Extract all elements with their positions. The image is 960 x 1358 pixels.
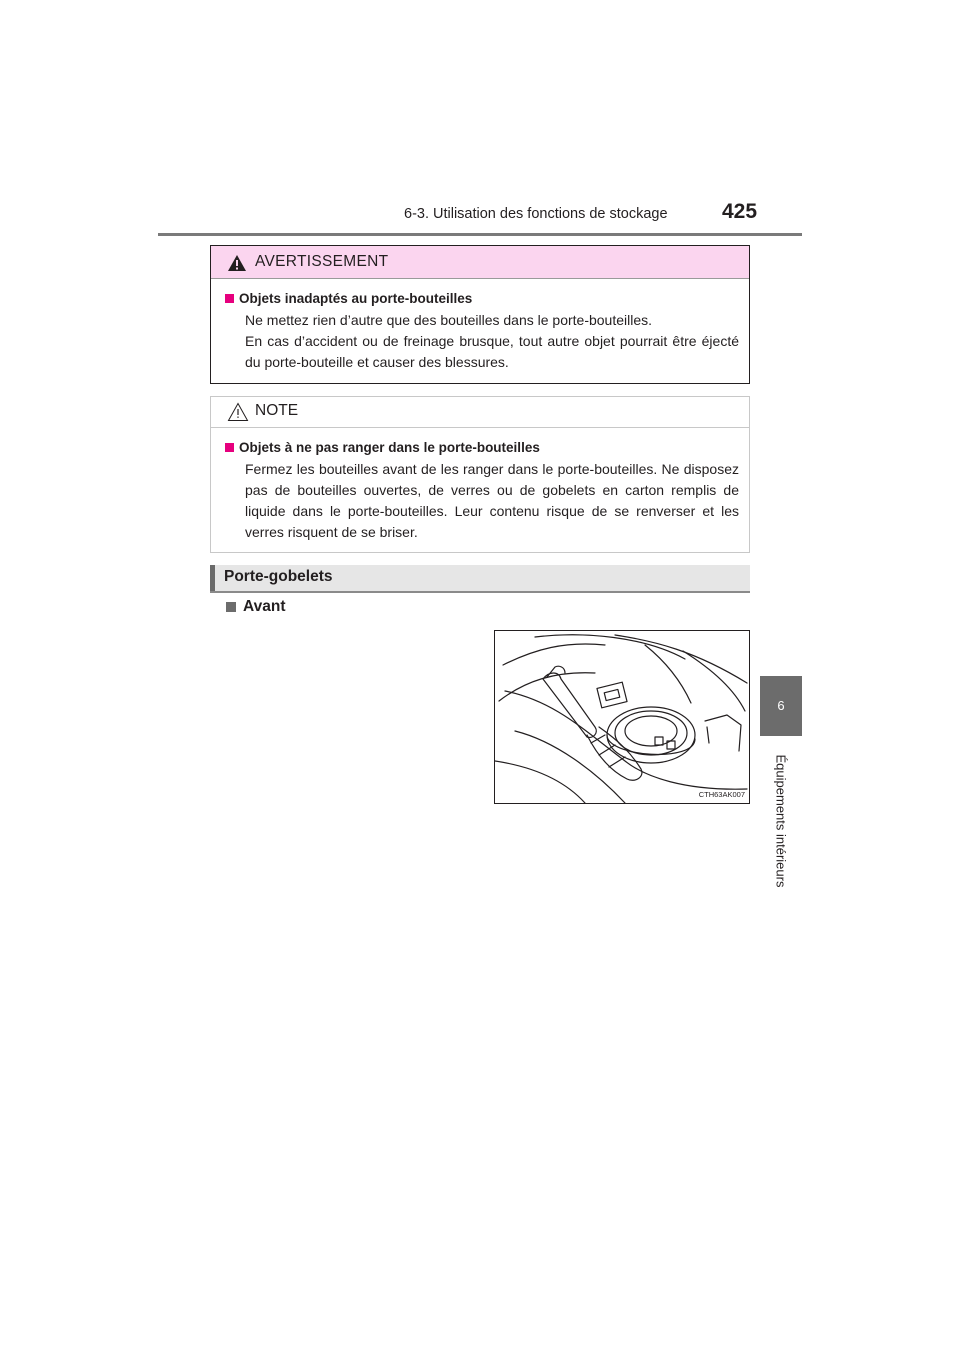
header-divider <box>158 233 802 236</box>
chapter-tab-label-text: Équipements intérieurs <box>773 754 789 888</box>
chapter-tab-number[interactable]: 6 <box>760 676 802 736</box>
cup-holder-drawing <box>495 631 749 803</box>
note-title: NOTE <box>255 402 299 419</box>
subsection-heading-title: Avant <box>243 598 286 615</box>
bullet-square-icon <box>225 294 234 303</box>
note-item-title-text: Objets à ne pas ranger dans le porte-bouteilles <box>239 440 540 455</box>
warning-item-title-text: Objets inadaptés au porte-bouteilles <box>239 291 473 306</box>
note-text <box>245 459 739 543</box>
note-paragraph: Fermez les bouteilles avant de les ranger dans le porte-bouteilles. Ne disposez pas de bouteilles ouvertes, de verres ou de gobelets en carton remplis de liquide dans le porte-bouteilles. Leur contenu risque de se renverser et les verres risquent de se briser. <box>245 461 739 540</box>
section-heading-bar <box>210 565 215 591</box>
warning-header <box>211 246 749 279</box>
cup-holder-illustration <box>494 630 750 804</box>
subsection-heading <box>226 598 286 616</box>
warning-box <box>210 245 750 384</box>
bullet-square-icon <box>226 602 236 612</box>
section-heading <box>210 565 750 593</box>
bullet-square-icon <box>225 443 234 452</box>
warning-line-2: En cas d’accident ou de freinage brusque, tout autre objet pourrait être éjecté du porte-bouteille et causer des blessures. <box>245 333 739 370</box>
page-number: 425 <box>722 200 758 223</box>
note-box <box>210 396 750 553</box>
illustration-code: CTH63AK007 <box>698 790 745 799</box>
section-heading-title: Porte-gobelets <box>224 568 333 585</box>
warning-title: AVERTISSEMENT <box>255 253 389 270</box>
note-item-title <box>225 440 739 455</box>
caution-triangle-icon <box>227 402 249 422</box>
chapter-tab-label <box>760 736 802 906</box>
section-header: 6-3. Utilisation des fonctions de stockage <box>404 206 668 222</box>
note-header <box>211 397 749 428</box>
warning-item-title <box>225 291 739 306</box>
warning-line-1: Ne mettez rien d’autre que des bouteilles dans le porte-bouteilles. <box>245 312 653 328</box>
warning-triangle-icon <box>227 254 247 272</box>
warning-text <box>245 310 739 373</box>
